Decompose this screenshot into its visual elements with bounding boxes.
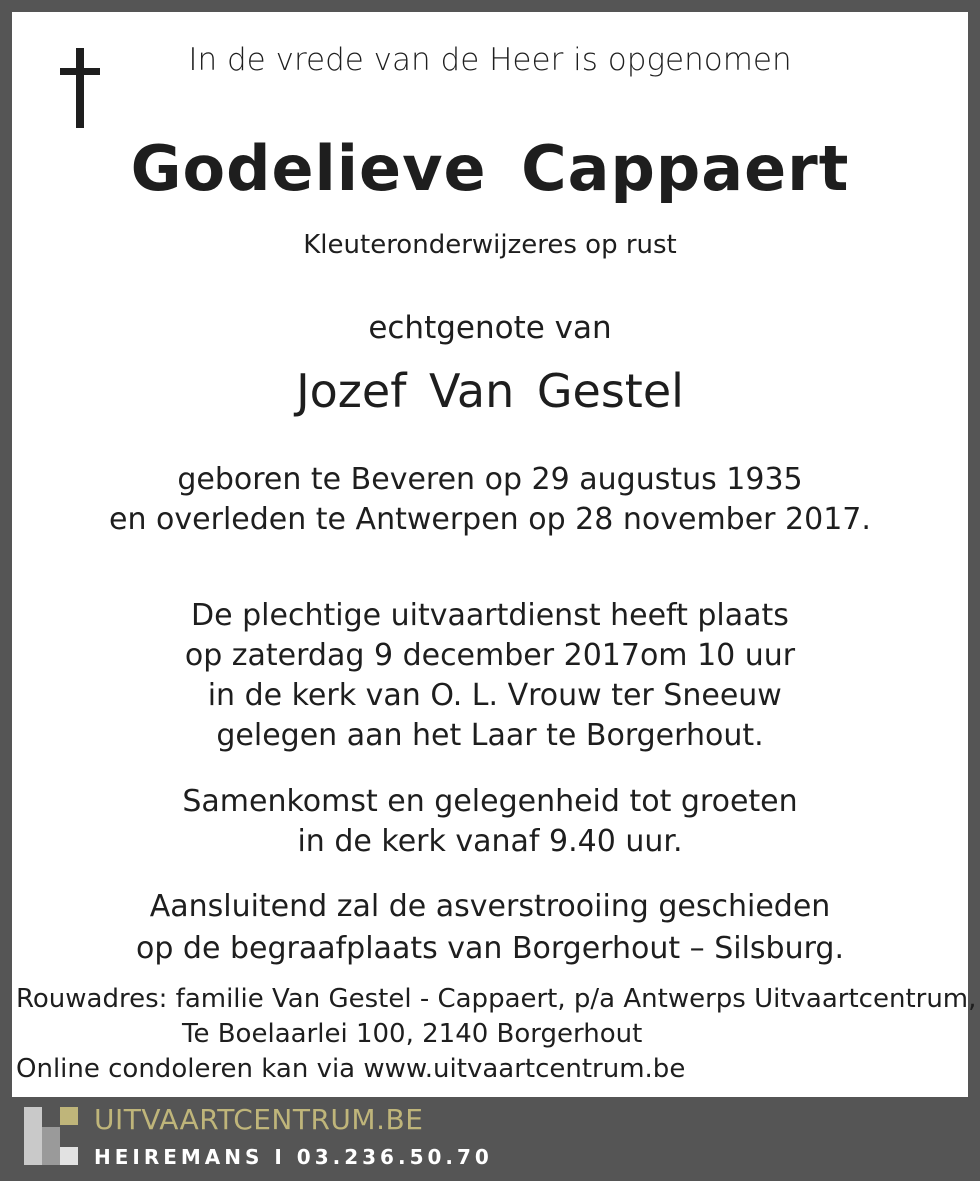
brand-name: UITVAARTCENTRUM.BE xyxy=(94,1103,424,1136)
life-dates xyxy=(12,460,968,540)
spouse-label: echtgenote van xyxy=(368,310,612,346)
burial-line: Aansluitend zal de asverstrooiing geschieden xyxy=(149,889,831,924)
intro-text: In de vrede van de Heer is opgenomen xyxy=(188,42,792,78)
address-line: Te Boelaarlei 100, 2140 Borgerhout xyxy=(182,1019,643,1049)
mourning-address xyxy=(16,982,976,1087)
service-line: op zaterdag 9 december 2017om 10 uur xyxy=(184,638,796,673)
brand-band xyxy=(12,1097,968,1181)
brand-contact: HEIREMANS I 03.236.50.70 xyxy=(94,1145,493,1169)
burial-info xyxy=(12,886,968,970)
service-line: De plechtige uitvaartdienst heeft plaats xyxy=(191,598,789,633)
birth-line: geboren te Beveren op 29 augustus 1935 xyxy=(177,462,803,497)
service-line: gelegen aan het Laar te Borgerhout. xyxy=(216,718,764,753)
gathering-info xyxy=(12,782,968,862)
logo-icon xyxy=(24,1107,82,1165)
service-info xyxy=(12,596,968,756)
deceased-role: Kleuteronderwijzeres op rust xyxy=(303,230,677,260)
gathering-line: in de kerk vanaf 9.40 uur. xyxy=(297,824,683,859)
address-line: Rouwadres: familie Van Gestel - Cappaert, p/a Antwerps Uitvaartcentrum, xyxy=(16,984,977,1014)
obituary-card xyxy=(12,12,977,1097)
online-condolence: Online condoleren kan via www.uitvaartcentrum.be xyxy=(16,1054,686,1084)
deceased-name: Godelieve Cappaert xyxy=(130,132,850,205)
burial-line: op de begraafplaats van Borgerhout – Silsburg. xyxy=(136,931,844,966)
gathering-line: Samenkomst en gelegenheid tot groeten xyxy=(182,784,798,819)
service-line: in de kerk van O. L. Vrouw ter Sneeuw xyxy=(198,678,782,713)
death-line: en overleden te Antwerpen op 28 november 2017. xyxy=(109,502,871,537)
spouse-name: Jozef Van Gestel xyxy=(296,364,684,418)
